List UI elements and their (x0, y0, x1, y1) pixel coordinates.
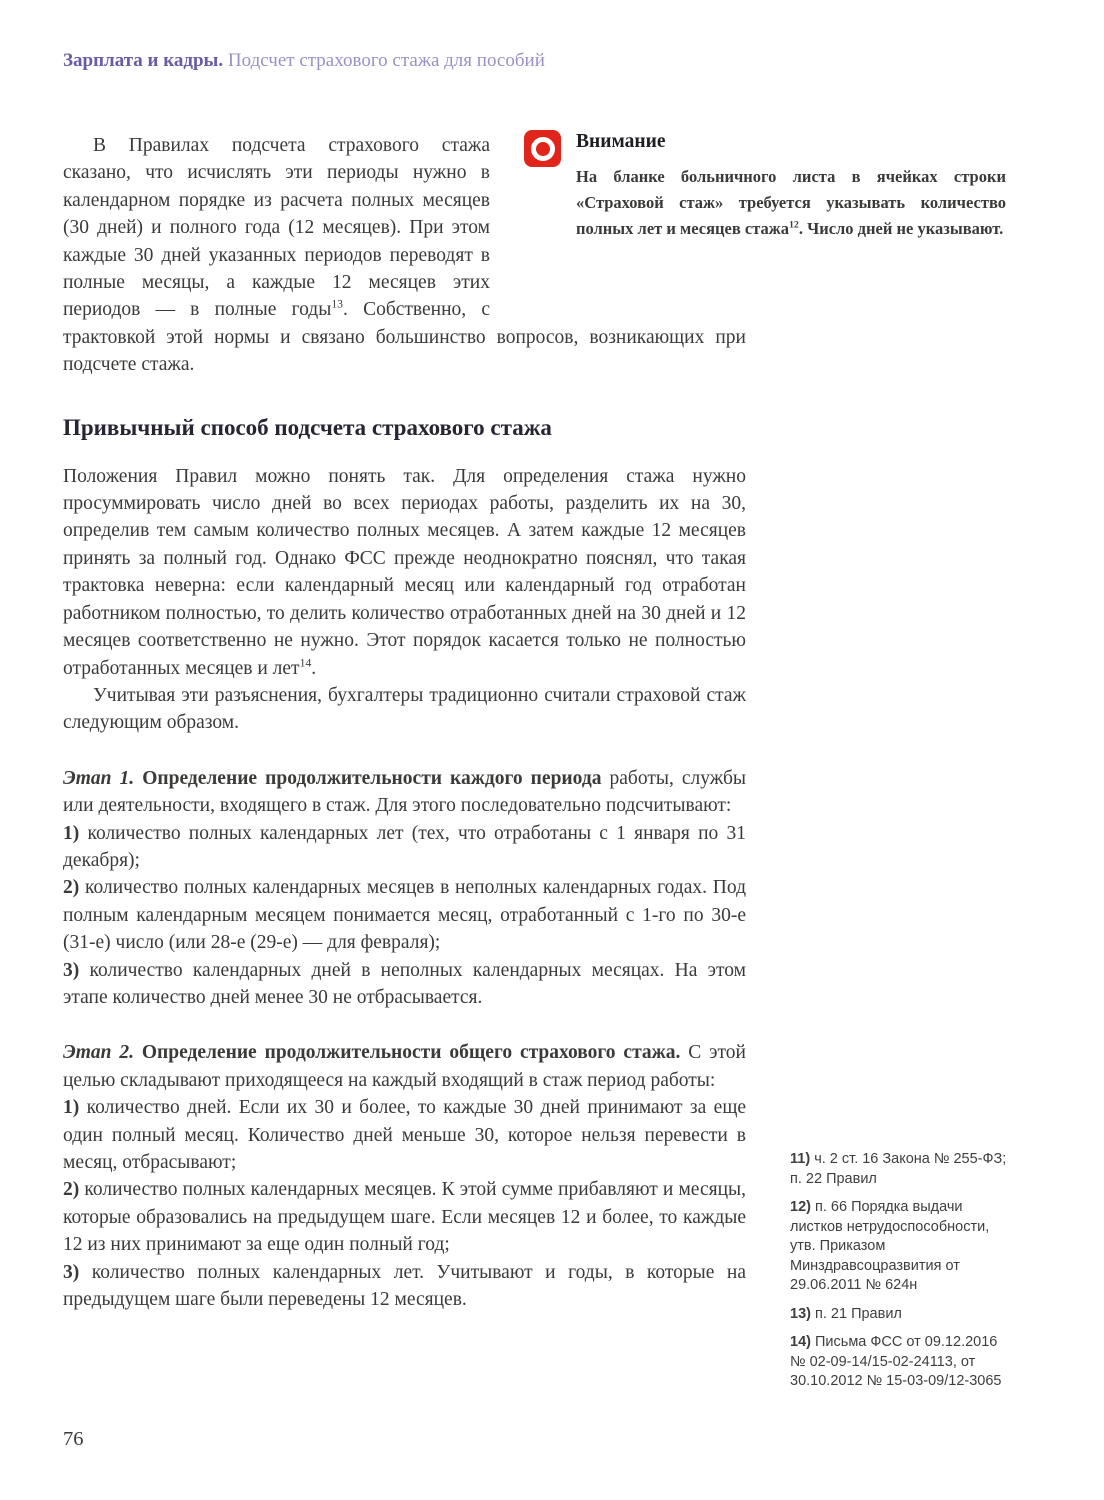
footnote-13 (790, 1305, 1012, 1325)
attention-text-part1: На бланке больничного листа в ячейках строки «Страховой стаж» требуется указывать количество полных лет и месяцев стажа (576, 167, 1006, 238)
list-item (63, 874, 746, 956)
section-paragraph-2: Учитывая эти разъяснения, бухгалтеры традиционно считали страховой стаж следующим образом. (63, 684, 746, 734)
footnote-number: 14) (790, 1334, 811, 1350)
footnote-ref-14: 14 (299, 656, 312, 669)
footnotes-panel (790, 1150, 1012, 1401)
intro-paragraph (63, 132, 746, 379)
footnote-text: п. 66 Порядка выдачи листков нетрудоспособности, утв. Приказом Минздравсоцразвития от 29.06.2011 № 624н (790, 1199, 990, 1293)
list-item (63, 1094, 746, 1176)
footnote-number: 11) (790, 1151, 811, 1167)
footnote-text: п. 21 Правил (810, 1305, 902, 1322)
section-heading: Привычный способ подсчета страхового стажа (63, 414, 552, 440)
list-item-text: количество полных календарных месяцев в неполных календарных годах. Под полным календарным месяцем понимается месяц, отработанный с 1-го по 30-е (31-е) число (или 28-е (29-е) — для февраля); (63, 877, 746, 954)
footnote-number: 13) (790, 1305, 811, 1322)
list-item (63, 1176, 746, 1258)
list-item-text: количество дней. Если их 30 и более, то каждые 30 дней принимают за еще один полный месяц. Количество дней меньше 30, которое нельзя перевести в месяц, отбрасывают; (63, 1097, 746, 1173)
section-paragraph-1 (63, 463, 746, 682)
callout-wrap-spacer (490, 132, 746, 297)
footnote-text: Письма ФСС от 09.12.2016 № 02-09-14/15-02-24113, от 30.10.2012 № 15-03-09/12-3065 (790, 1334, 1002, 1389)
footnote-number: 12) (790, 1199, 811, 1215)
footnote-text: ч. 2 ст. 16 Закона № 255-ФЗ; п. 22 Правил (790, 1151, 1007, 1187)
list-item-number: 3) (63, 1261, 80, 1283)
list-item-text: количество полных календарных лет (тех, что отработаны с 1 января по 31 декабря); (63, 822, 746, 871)
list-item-number: 1) (63, 822, 80, 844)
list-item-text: количество полных календарных лет. Учитывают и годы, в которые на предыдущем шаге были переведены 12 месяцев. (63, 1261, 746, 1311)
article-title: Подсчет страхового стажа для пособий (223, 50, 545, 71)
list-item (63, 820, 746, 875)
stage-2-text: С этой целью складывают приходящееся на каждый входящий в стаж период работы: (63, 1042, 746, 1091)
stage-2-intro (63, 1039, 746, 1094)
section-p1-part1: Положения Правил можно понять так. Для определения стажа нужно просуммировать число дней во всех периодах работы, разделить их на 30, определив тем самым количество полных месяцев. А затем каждые 12 месяцев принять за полный год. Однако ФСС прежде неоднократно пояснял, что такая трактовка неверна: если календарный месяц или календарный год отработан работником полностью, то делить количество отработанных дней на 30 дней и 12 месяцев соответственно не нужно. Этот порядок касается только не полностью отработанных месяцев и лет (63, 465, 746, 679)
list-item-number: 2) (63, 877, 80, 899)
attention-title: Внимание (576, 131, 666, 152)
stage-1-text: работы, службы или деятельности, входящего в стаж. Для этого последовательно подсчитывают: (63, 767, 746, 817)
list-item (63, 957, 746, 1012)
list-item-text: количество полных календарных месяцев. К этой сумме прибавляют и месяцы, которые образовались на предыдущем шаге. Если месяцев 12 и более, то каждые 12 из них принимают за еще один полный год; (63, 1179, 746, 1256)
footnote-12 (790, 1198, 1012, 1296)
intro-text-part1: В Правилах подсчета страхового стажа сказано, что исчислять эти периоды нужно в календарном порядке из расчета полных месяцев (30 дней) и полного года (12 месяцев). При этом каждые 30 дней указанных периодов переводят в полные месяцы, а каждые 12 месяцев этих периодов — в полные годы (63, 135, 490, 321)
list-item (63, 1259, 746, 1314)
list-item-number: 1) (63, 1097, 80, 1119)
page-header (63, 50, 545, 72)
stage-1-intro (63, 765, 746, 820)
footnote-14 (790, 1333, 1012, 1392)
stage-2-bold: Определение продолжительности общего страхового стажа. (133, 1042, 681, 1064)
main-column (63, 132, 746, 1313)
attention-text-part2: . Число дней не указывают. (798, 219, 1004, 238)
stage-2-label: Этап 2. (63, 1042, 134, 1064)
list-item-text: количество календарных дней в неполных календарных месяцах. На этом этапе количество дней менее 30 не отбрасывается. (63, 959, 746, 1008)
stage-1-label: Этап 1. (63, 767, 135, 789)
footnote-11 (790, 1150, 1012, 1189)
footnote-ref-12: 12 (788, 219, 799, 231)
intro-text-part2: . Собственно, с трактовкой этой нормы и связано большинство вопросов, возникающих при подсчете стажа. (63, 299, 746, 376)
section-p1-part2: . (311, 657, 317, 679)
rubric-title: Зарплата и кадры. (63, 50, 224, 71)
page-number: 76 (63, 1428, 84, 1450)
list-item-number: 2) (63, 1179, 80, 1201)
stage-1-block (63, 765, 746, 1012)
stage-2-block (63, 1039, 746, 1313)
list-item-number: 3) (63, 959, 80, 981)
footnote-ref-13: 13 (331, 297, 344, 311)
stage-1-bold: Определение продолжительности каждого периода (134, 767, 602, 789)
